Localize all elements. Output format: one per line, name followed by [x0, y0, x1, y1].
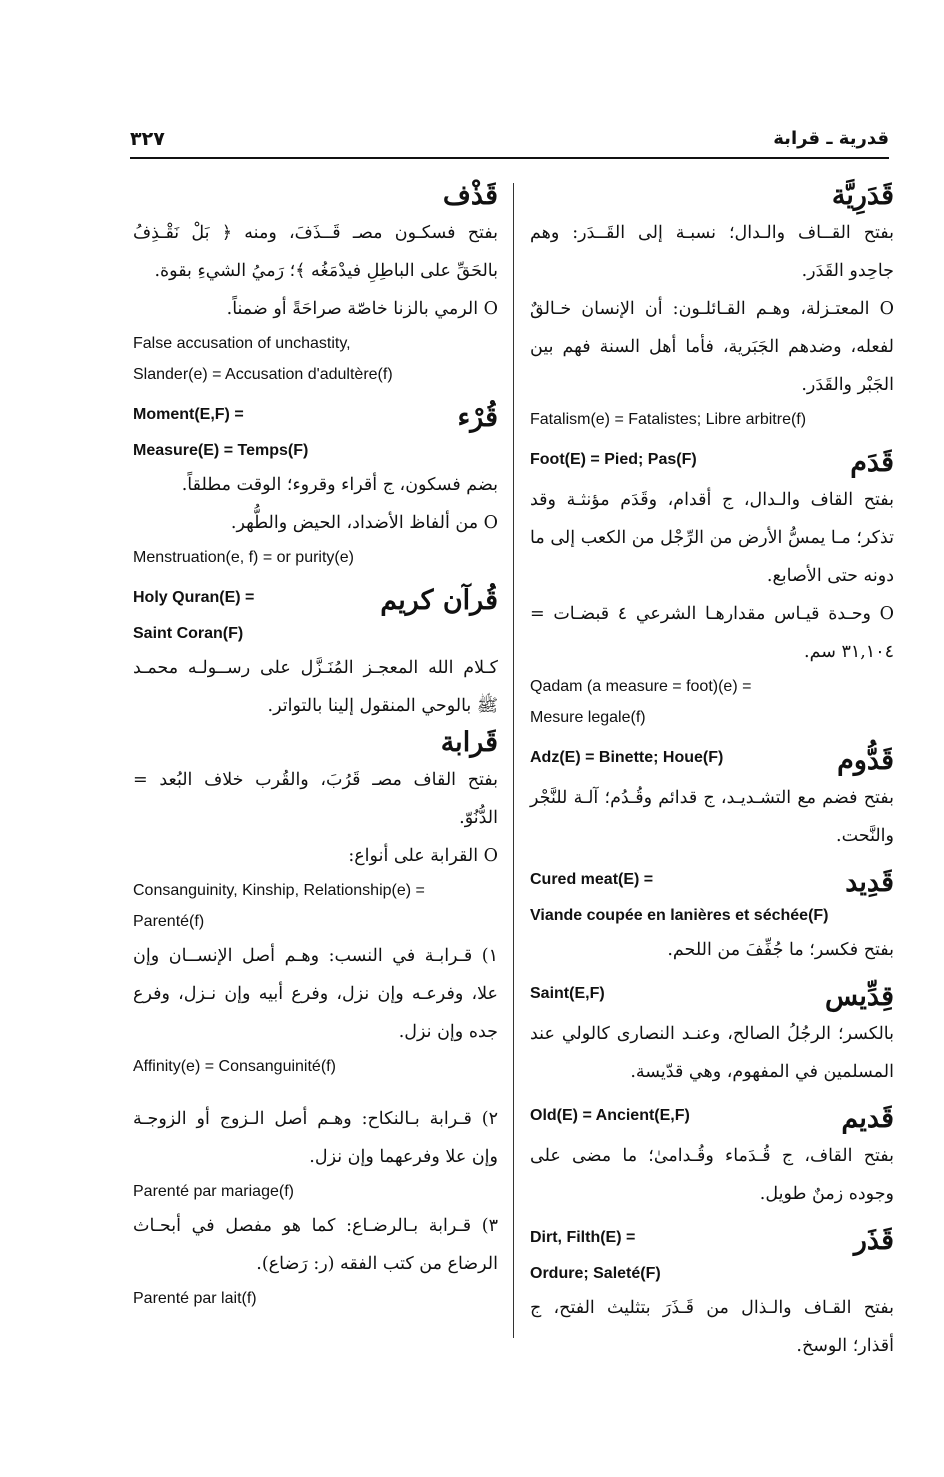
- entry-headword: قَدِيد: [845, 867, 894, 898]
- entry-qadam: [530, 445, 894, 733]
- entry-definition: ١) قـرابـة في النسب: وهـم أصل الإنســان وإن علا، وفرعـه وإن نزل، وفرع أبيه وإن نـزل، وفرع جده وإن نزل.: [133, 946, 498, 1042]
- entry-head-translation: Dirt, Filth(E) =: [530, 1229, 636, 1246]
- page-header: [130, 128, 889, 158]
- column-divider: [513, 183, 514, 1338]
- running-head: قدرية ـ قرابة: [773, 128, 889, 149]
- entry-definition: O المعتـزلة، وهـم القـائلـون: أن الإنسان خـالقٌ لفعله، وضدهم الجَبَرية، فأما أهل السنة فهم بين الجَبْر والقَدَر.: [530, 299, 894, 395]
- entry-qadhar: [530, 1223, 894, 1365]
- entry-definition: O الرمي بالزنا خاصّة صراحَةً أو ضمناً.: [226, 299, 498, 319]
- entry-headword: قُرْء: [457, 402, 498, 433]
- entry-translation: Parenté par mariage(f): [133, 1183, 294, 1200]
- entry-definition: O القرابة على أنواع:: [348, 846, 498, 866]
- entry-headword: قَديم: [841, 1103, 894, 1134]
- entry-qadariyya: [530, 178, 894, 435]
- entry-qadid: [530, 865, 894, 969]
- entry-definition: كـلام الله المعجـز المُنَـزَّل على رســولـه محمـد ﷺ بالوحي المنقول إلينا بالتواتر.: [133, 658, 498, 716]
- entry-translation: Qadam (a measure = foot)(e) =: [530, 678, 752, 695]
- entry-definition: بفتح فسكـون مصـ قَــذَفَ، ومنه ﴿ بَلْ نَقْـذِفُ بالحَقِّ على الباطِلِ فيدْمَغُه ﴾؛ رَميُ الشيءِ بقوة.: [133, 223, 498, 281]
- entry-qadhf: [133, 178, 498, 390]
- entry-definition: ٣) قـرابة بـالرضـاع: كما هو مفصل في أبحـاث الرضاع من كتب الفقه (ر: رَضاع).: [133, 1216, 498, 1274]
- entry-definition: بفتح القاف والـدال، ج أقدام، وقَدَم مؤنثـة وقد تذكر؛ مـا يمسُّ الأرض من الرِّجْل من الكعب إلى ما دونه حتى الأصابع.: [530, 490, 894, 586]
- entry-quran-karim: [133, 583, 498, 725]
- entry-translation: Mesure legale(f): [530, 709, 646, 726]
- entry-qiddis: [530, 979, 894, 1091]
- left-column: [133, 178, 498, 1314]
- entry-definition: O من ألفاظ الأضداد، الحيض والطُّهر.: [230, 513, 498, 533]
- header-rule: [130, 157, 889, 159]
- entry-definition: بضم فسكون، ج أقراء وقروء؛ الوقت مطلقاً.: [181, 475, 498, 495]
- entry-qaraba: [133, 725, 498, 937]
- entry-headword: قَدَم: [850, 447, 894, 478]
- entry-definition: O وحـدة قيـاس مقدارهـا الشرعي ٤ قبضـات = ٣١,١٠٤ سم.: [530, 604, 895, 662]
- entry-head-translation: Cured meat(E) =: [530, 871, 654, 888]
- entry-translation: False accusation of unchastity,: [133, 335, 351, 352]
- entry-head-translation: Viande coupée en lanières et séchée(F): [530, 907, 829, 924]
- entry-head-translation: Saint(E,F): [530, 985, 605, 1002]
- entry-definition: بفتح القاف مصـ قَرُبَ، والقُرب خلاف البُعد = الدُّنُوّ.: [133, 770, 498, 828]
- entry-qaraba-nasab: [133, 937, 498, 1082]
- entry-definition: بفتح القـاف والـذال من قَـذَرَ بتثليث الفتح، ج أقذار؛ الوسخ.: [530, 1298, 894, 1356]
- entry-qaraba-nikah: [133, 1100, 498, 1207]
- entry-head-translation: Measure(E) = Temps(F): [133, 442, 309, 459]
- entry-definition: بفتح فضم مع التشـديـد، ج قدائم وقُـدُم؛ آلـة للنَّجْر والنَّحت.: [530, 788, 894, 846]
- entry-head-translation: Moment(E,F) =: [133, 406, 244, 423]
- entry-translation: Parenté par lait(f): [133, 1290, 257, 1307]
- entry-qur: [133, 400, 498, 573]
- entry-headword: قَرابة: [440, 727, 498, 758]
- entry-head-translation: Old(E) = Ancient(E,F): [530, 1107, 690, 1124]
- right-column: [530, 178, 894, 1365]
- entry-qaddum: [530, 743, 894, 855]
- entry-headword: قَدُّوم: [837, 745, 894, 776]
- entry-definition: ٢) قـرابة بـالنكاح: وهـم أصل الـزوج أو الزوجـة وإن علا وفرعهما وإن نزل.: [133, 1109, 498, 1167]
- entry-translation: Affinity(e) = Consanguinité(f): [133, 1058, 336, 1075]
- entry-translation: Consanguinity, Kinship, Relationship(e) =: [133, 882, 425, 899]
- entry-qadim: [530, 1101, 894, 1213]
- entry-head-translation: Ordure; Saleté(F): [530, 1265, 661, 1282]
- entry-definition: بفتح القــاف والـدال؛ نسبـة إلى القَــدَر: وهم جاحِدو القَدَر.: [530, 223, 894, 281]
- entry-headword: قَدَرِيَّة: [831, 180, 894, 211]
- entry-head-translation: Saint Coran(F): [133, 625, 244, 642]
- entry-headword: قَذَر: [853, 1225, 894, 1256]
- entry-definition: بفتح فكسر؛ ما جُفِّفَ من اللحم.: [667, 940, 894, 960]
- entry-translation: Slander(e) = Accusation d'adultère(f): [133, 366, 393, 383]
- entry-head-translation: Adz(E) = Binette; Houe(F): [530, 749, 724, 766]
- entry-definition: بالكسر؛ الرجُلُ الصالح، وعنـد النصارى كالولي عند المسلمين في المفهوم، وهي قدّيسة.: [530, 1024, 894, 1082]
- entry-translation: Parenté(f): [133, 913, 205, 930]
- entry-head-translation: Holy Quran(E) =: [133, 589, 255, 606]
- entry-definition: بفتح القاف، ج قُـدَماء وقُـدامىٰ؛ ما مضى على وجوده زمنٌ طويل.: [530, 1146, 894, 1204]
- entry-qaraba-rada: [133, 1207, 498, 1314]
- entry-translation: Menstruation(e, f) = or purity(e): [133, 549, 354, 566]
- entry-headword: قَذْف: [442, 180, 498, 211]
- entry-translation: Fatalism(e) = Fatalistes; Libre arbitre(f): [530, 411, 807, 428]
- entry-headword: قُرآن كريم: [380, 585, 498, 616]
- page-number: ٣٢٧: [130, 128, 165, 150]
- entry-headword: قِدِّيس: [824, 981, 894, 1012]
- entry-head-translation: Foot(E) = Pied; Pas(F): [530, 451, 697, 468]
